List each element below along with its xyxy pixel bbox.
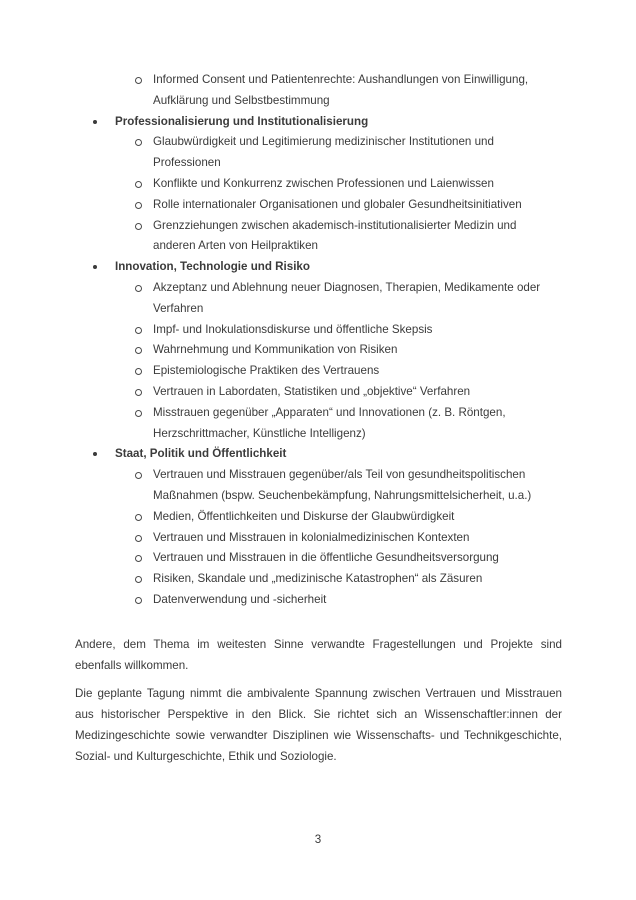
bullet-circle-icon bbox=[135, 368, 142, 375]
bullet-heading bbox=[75, 444, 562, 465]
sub-bullet-item bbox=[75, 195, 562, 216]
bullet-circle-icon bbox=[135, 223, 142, 230]
sub-bullet-item bbox=[75, 403, 562, 445]
sub-bullet-item bbox=[75, 507, 562, 528]
block-text: Informed Consent und Patientenrechte: Aushandlungen von Einwilligung, Aufklärung und Selbstbestimmung bbox=[153, 73, 529, 107]
bullet-dot-icon bbox=[93, 452, 97, 456]
bullet-circle-icon bbox=[135, 555, 142, 562]
block-text: Epistemiologische Praktiken des Vertrauens bbox=[153, 364, 380, 378]
block-text: Risiken, Skandale und „medizinische Katastrophen“ als Zäsuren bbox=[153, 572, 483, 586]
block-text: Professionalisierung und Institutionalisierung bbox=[115, 114, 369, 128]
bullet-circle-icon bbox=[135, 285, 142, 292]
block-text: Konflikte und Konkurrenz zwischen Professionen und Laienwissen bbox=[153, 176, 494, 190]
sub-bullet-item bbox=[75, 548, 562, 569]
paragraph bbox=[75, 635, 562, 677]
block-text: Impf- und Inokulationsdiskurse und öffentliche Skepsis bbox=[153, 322, 433, 336]
sub-bullet-item bbox=[75, 340, 562, 361]
bullet-circle-icon bbox=[135, 514, 142, 521]
block-text: Rolle internationaler Organisationen und globaler Gesundheitsinitiativen bbox=[153, 197, 522, 211]
block-text: Staat, Politik und Öffentlichkeit bbox=[115, 447, 287, 461]
page-content bbox=[75, 70, 562, 768]
block-text: Innovation, Technologie und Risiko bbox=[115, 260, 310, 274]
block-text: Vertrauen in Labordaten, Statistiken und „objektive“ Verfahren bbox=[153, 384, 471, 398]
bullet-circle-icon bbox=[135, 389, 142, 396]
bullet-circle-icon bbox=[135, 472, 142, 479]
block-text: Grenzziehungen zwischen akademisch-institutionalisierter Medizin und anderen Arten von Heilpraktiken bbox=[153, 218, 517, 253]
bullet-circle-icon bbox=[135, 202, 142, 209]
block-text: Die geplante Tagung nimmt die ambivalente Spannung zwischen Vertrauen und Misstrauen aus historischer Perspektive in den Blick. Sie richtet sich an Wissenschaftler:innen der Medizingeschichte sowie verwandter Disziplinen wie Wissenschafts- und Technikgeschichte, Sozial- und Kulturgeschichte, Ethik und Soziologie. bbox=[75, 687, 562, 763]
sub-bullet-item bbox=[75, 361, 562, 382]
bullet-circle-icon bbox=[135, 597, 142, 604]
sub-bullet-item bbox=[75, 320, 562, 341]
sub-bullet-item bbox=[75, 70, 562, 112]
bullet-dot-icon bbox=[93, 120, 97, 124]
bullet-circle-icon bbox=[135, 77, 142, 84]
bullet-circle-icon bbox=[135, 535, 142, 542]
bullet-dot-icon bbox=[93, 265, 97, 269]
sub-bullet-item bbox=[75, 382, 562, 403]
bullet-circle-icon bbox=[135, 410, 142, 417]
sub-bullet-item bbox=[75, 569, 562, 590]
bullet-circle-icon bbox=[135, 181, 142, 188]
bullet-circle-icon bbox=[135, 139, 142, 146]
block-text: Vertrauen und Misstrauen in die öffentliche Gesundheitsversorgung bbox=[153, 551, 499, 565]
block-text: Vertrauen und Misstrauen gegenüber/als Teil von gesundheitspolitischen Maßnahmen (bspw. Seuchenbekämpfung, Nahrungsmittelsicherheit, u.a.) bbox=[153, 468, 532, 502]
block-text: Datenverwendung und -sicherheit bbox=[153, 592, 327, 606]
bullet-circle-icon bbox=[135, 347, 142, 354]
sub-bullet-item bbox=[75, 132, 562, 174]
block-text: Andere, dem Thema im weitesten Sinne verwandte Fragestellungen und Projekte sind ebenfalls willkommen. bbox=[75, 637, 562, 672]
bullet-circle-icon bbox=[135, 327, 142, 334]
block-text: Akzeptanz und Ablehnung neuer Diagnosen, Therapien, Medikamente oder Verfahren bbox=[153, 280, 541, 315]
sub-bullet-item bbox=[75, 465, 562, 507]
sub-bullet-item bbox=[75, 278, 562, 320]
bullet-circle-icon bbox=[135, 576, 142, 583]
paragraph bbox=[75, 684, 562, 767]
block-text: Vertrauen und Misstrauen in kolonialmedizinischen Kontexten bbox=[153, 530, 470, 544]
block-text: Wahrnehmung und Kommunikation von Risiken bbox=[153, 343, 398, 357]
block-text: Glaubwürdigkeit und Legitimierung medizinischer Institutionen und Professionen bbox=[153, 135, 494, 170]
sub-bullet-item bbox=[75, 528, 562, 549]
bullet-heading bbox=[75, 112, 562, 133]
page-number: 3 bbox=[314, 833, 322, 846]
sub-bullet-item bbox=[75, 590, 562, 611]
sub-bullet-item bbox=[75, 216, 562, 258]
block-text: Medien, Öffentlichkeiten und Diskurse der Glaubwürdigkeit bbox=[153, 509, 455, 523]
bullet-heading bbox=[75, 257, 562, 278]
block-text: Misstrauen gegenüber „Apparaten“ und Innovationen (z. B. Röntgen, Herzschrittmacher, Künstliche Intelligenz) bbox=[153, 405, 506, 440]
sub-bullet-item bbox=[75, 174, 562, 195]
